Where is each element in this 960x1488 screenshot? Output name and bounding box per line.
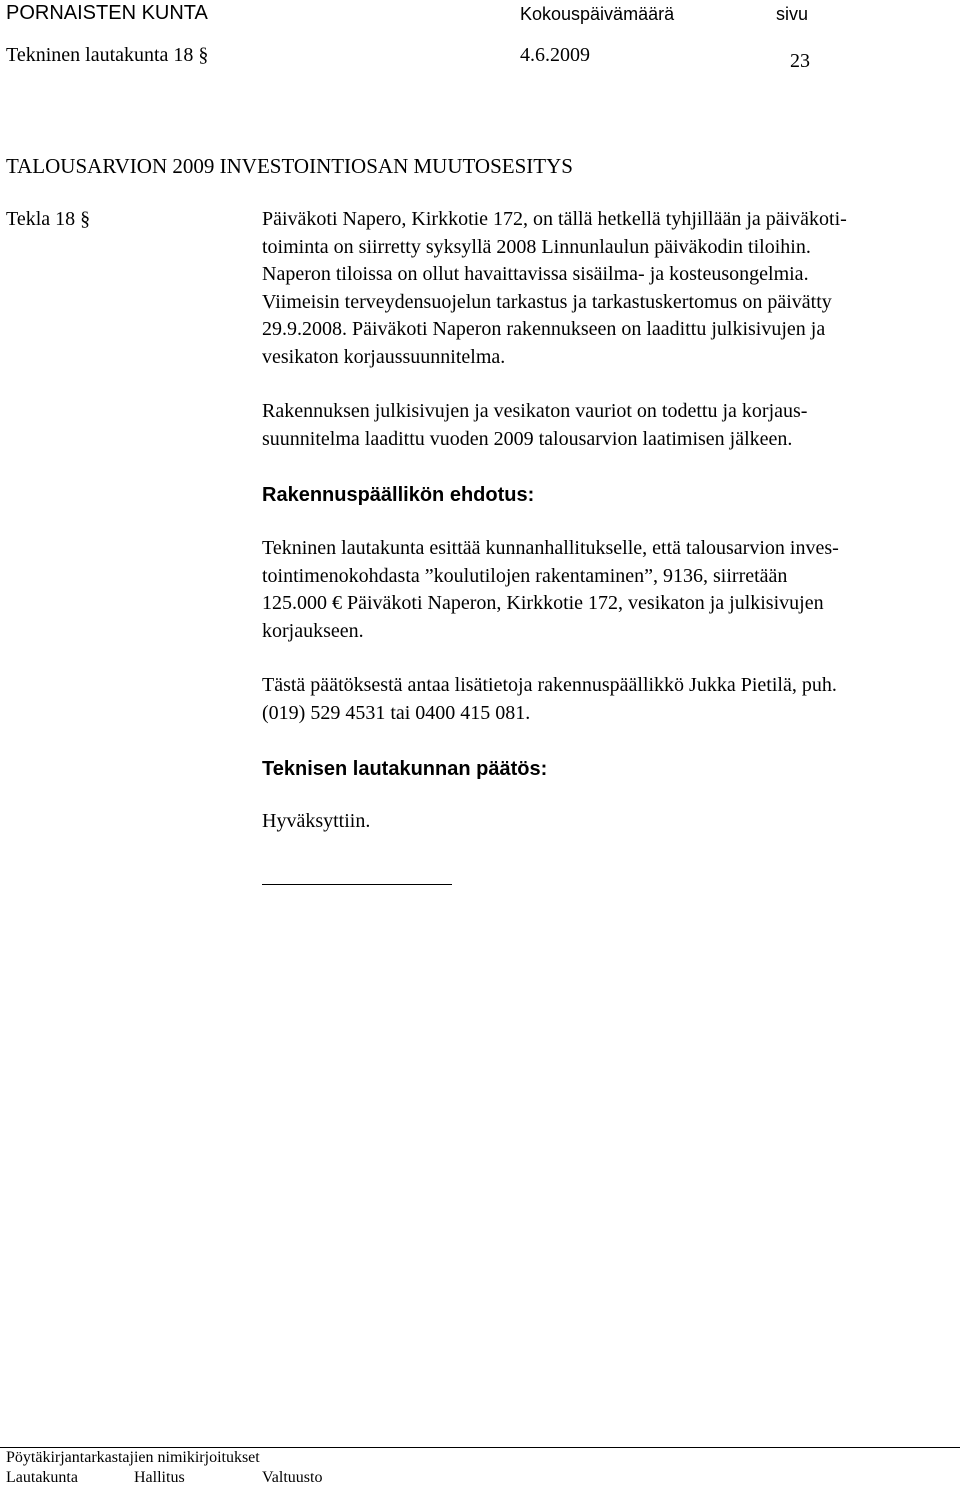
- signatures-label: Pöytäkirjantarkastajien nimikirjoitukset: [6, 1449, 260, 1466]
- proposal-paragraph: [262, 535, 952, 645]
- text-line: suunnitelma laadittu vuoden 2009 talousarvion laatimisen jälkeen.: [262, 427, 793, 450]
- text-line: 29.9.2008. Päiväkoti Naperon rakennukseen on laadittu julkisivujen ja: [262, 318, 826, 340]
- text-line: Päiväkoti Napero, Kirkkotie 172, on tällä hetkellä tyhjillään ja päiväkoti-: [262, 208, 847, 230]
- text-line: Tästä päätöksestä antaa lisätietoja rakennuspäällikkö Jukka Pietilä, puh.: [262, 674, 837, 696]
- footer-column-hallitus: Hallitus: [134, 1469, 185, 1486]
- decision-text: Hyväksyttiin.: [262, 810, 371, 832]
- proposal-heading: Rakennuspäällikön ehdotus:: [262, 484, 535, 506]
- text-line: tointimenokohdasta ”koulutilojen rakentaminen”, 9136, siirretään: [262, 564, 788, 587]
- background-paragraph: [262, 206, 952, 371]
- municipality-name: PORNAISTEN KUNTA: [6, 2, 208, 24]
- footer-divider: [0, 1447, 960, 1448]
- section-reference: Tekla 18 §: [6, 208, 91, 230]
- page-number: 23: [790, 50, 810, 72]
- text-line: vesikaton korjaussuunnitelma.: [262, 345, 506, 368]
- document-title: TALOUSARVION 2009 INVESTOINTIOSAN MUUTOSESITYS: [6, 154, 573, 178]
- text-line: Tekninen lautakunta esittää kunnanhallitukselle, että talousarvion inves-: [262, 537, 839, 559]
- meeting-date: 4.6.2009: [520, 44, 590, 66]
- text-line: Rakennuksen julkisivujen ja vesikaton vauriot on todettu ja korjaus-: [262, 400, 808, 422]
- contact-info-paragraph: [262, 672, 952, 727]
- text-line: 125.000 € Päiväkoti Naperon, Kirkkotie 172, vesikaton ja julkisivujen: [262, 592, 824, 614]
- text-line: korjaukseen.: [262, 619, 364, 642]
- text-line: Viimeisin terveydensuojelun tarkastus ja tarkastuskertomus on päivätty: [262, 290, 832, 313]
- text-line: Naperon tiloissa on ollut havaittavissa sisäilma- ja kosteusongelmia.: [262, 263, 809, 285]
- footer-column-valtuusto: Valtuusto: [262, 1469, 323, 1486]
- decision-heading: Teknisen lautakunnan päätös:: [262, 758, 548, 780]
- closing-rule: [262, 884, 452, 885]
- footer-column-lautakunta: Lautakunta: [6, 1469, 78, 1486]
- page-label: sivu: [776, 4, 809, 24]
- text-line: (019) 529 4531 tai 0400 415 081.: [262, 701, 531, 724]
- date-label: Kokouspäivämäärä: [520, 4, 675, 24]
- board-meeting-line: Tekninen lautakunta 18 §: [6, 44, 209, 66]
- text-line: toiminta on siirretty syksyllä 2008 Linnunlaulun päiväkodin tiloihin.: [262, 235, 811, 258]
- damage-paragraph: [262, 398, 952, 453]
